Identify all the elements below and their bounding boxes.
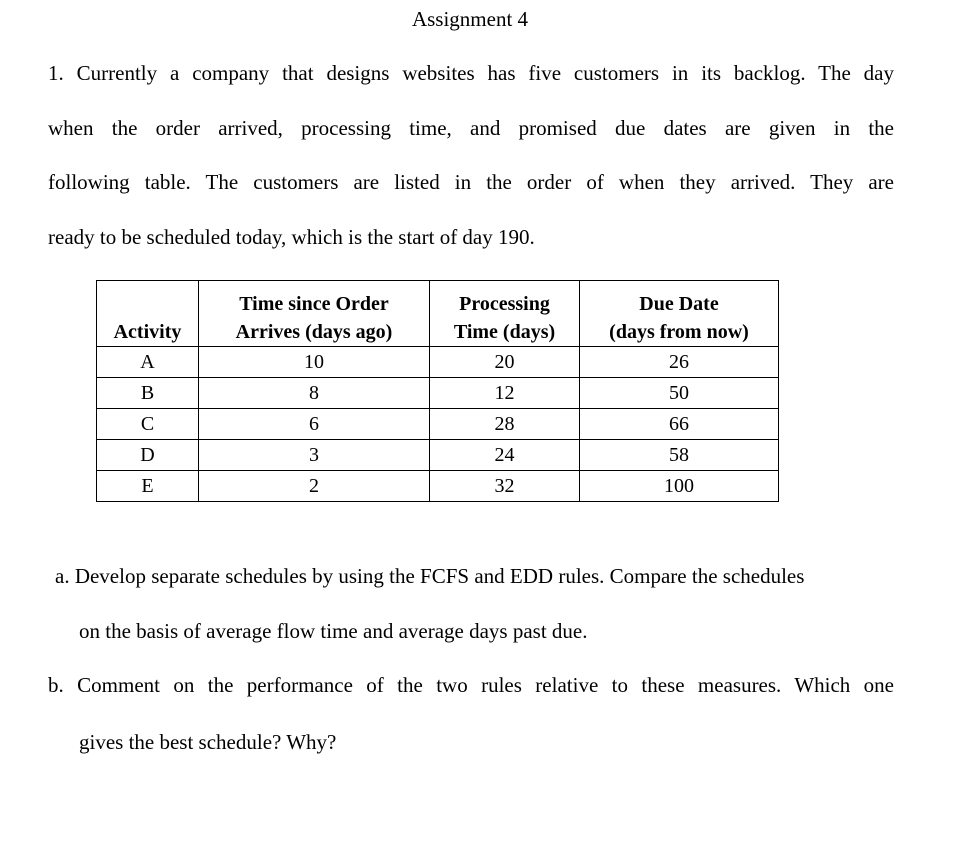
- part-b-line-2: gives the best schedule? Why?: [79, 730, 337, 754]
- question-line-4: ready to be scheduled today, which is the start of day 190.: [48, 225, 535, 249]
- cell-activity: B: [97, 378, 199, 409]
- header-due-date: Due Date (days from now): [580, 281, 779, 347]
- question-line-1: 1. Currently a company that designs websites has five customers in its backlog. The day: [48, 61, 894, 85]
- cell-due: 50: [580, 378, 779, 409]
- cell-due: 100: [580, 471, 779, 502]
- backlog-table: [96, 280, 779, 502]
- header-time-since-order: Time since Order Arrives (days ago): [199, 281, 430, 347]
- part-b-line-1: b. Comment on the performance of the two rules relative to these measures. Which one: [48, 673, 894, 697]
- table-row: [97, 378, 779, 409]
- question-line-3: following table. The customers are listed in the order of when they arrived. They are: [48, 170, 894, 194]
- table-row: [97, 409, 779, 440]
- cell-time-since: 6: [199, 409, 430, 440]
- cell-processing: 32: [430, 471, 580, 502]
- table-row: [97, 440, 779, 471]
- question-line-2: when the order arrived, processing time, and promised due dates are given in the: [48, 116, 894, 140]
- cell-activity: A: [97, 347, 199, 378]
- part-a-line-2: on the basis of average flow time and average days past due.: [79, 619, 588, 643]
- cell-due: 66: [580, 409, 779, 440]
- cell-time-since: 2: [199, 471, 430, 502]
- table-row: [97, 347, 779, 378]
- cell-processing: 20: [430, 347, 580, 378]
- cell-processing: 12: [430, 378, 580, 409]
- assignment-title: Assignment 4: [411, 7, 529, 31]
- cell-processing: 28: [430, 409, 580, 440]
- part-a-line-1: a. Develop separate schedules by using the FCFS and EDD rules. Compare the schedules: [55, 564, 805, 588]
- cell-activity: C: [97, 409, 199, 440]
- table-header-row: [97, 281, 779, 347]
- cell-time-since: 10: [199, 347, 430, 378]
- cell-time-since: 3: [199, 440, 430, 471]
- cell-due: 26: [580, 347, 779, 378]
- cell-due: 58: [580, 440, 779, 471]
- cell-activity: E: [97, 471, 199, 502]
- cell-time-since: 8: [199, 378, 430, 409]
- header-processing-time: Processing Time (days): [430, 281, 580, 347]
- header-activity: Activity: [97, 281, 199, 347]
- cell-activity: D: [97, 440, 199, 471]
- table-row: [97, 471, 779, 502]
- cell-processing: 24: [430, 440, 580, 471]
